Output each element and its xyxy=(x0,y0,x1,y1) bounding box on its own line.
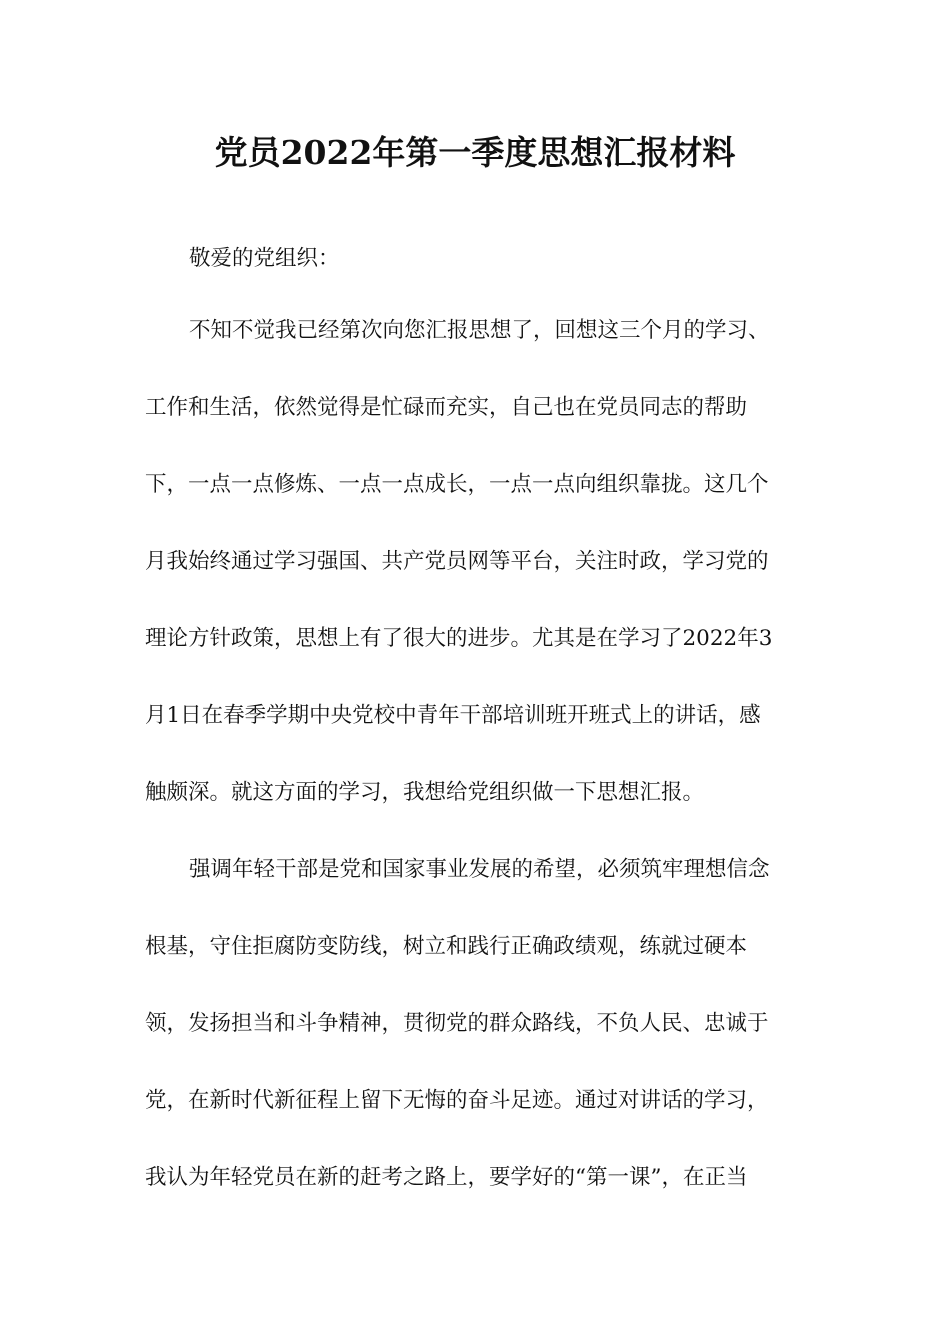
paragraph-2-line-1: 强调年轻干部是党和国家事业发展的希望，必须筑牢理想信念 xyxy=(189,857,770,882)
paragraph-1-line-2: 工作和生活，依然觉得是忙碌而充实，自己也在党员同志的帮助 xyxy=(145,395,748,420)
paragraph-2-line-3: 领，发扬担当和斗争精神，贯彻党的群众路线，不负人民、忠诚于 xyxy=(145,1011,769,1036)
paragraph-2-line-2: 根基，守住拒腐防变防线，树立和践行正确政绩观，练就过硬本 xyxy=(145,934,748,959)
paragraph-1-line-4: 月我始终通过学习强国、共产党员网等平台，关注时政，学习党的 xyxy=(145,549,769,574)
salutation-line: 敬爱的党组织： xyxy=(189,246,340,271)
paragraph-1-line-6: 月1日在春季学期中央党校中青年干部培训班开班式上的讲话，感 xyxy=(145,703,761,728)
paragraph-1-line-1: 不知不觉我已经第次向您汇报思想了，回想这三个月的学习、 xyxy=(189,318,770,343)
paragraph-1-line-7: 触颇深。就这方面的学习，我想给党组织做一下思想汇报。 xyxy=(145,780,705,805)
paragraph-2-line-5: 我认为年轻党员在新的赶考之路上，要学好的“第一课”，在正当 xyxy=(145,1165,748,1190)
paragraph-1-line-5: 理论方针政策，思想上有了很大的进步。尤其是在学习了2022年3 xyxy=(145,626,773,651)
document-title: 党员2022年第一季度思想汇报材料 xyxy=(214,133,736,172)
paragraph-2-line-4: 党，在新时代新征程上留下无悔的奋斗足迹。通过对讲话的学习， xyxy=(145,1088,769,1113)
document-body xyxy=(145,240,805,1236)
paragraph-1-line-3: 下，一点一点修炼、一点一点成长，一点一点向组织靠拢。这几个 xyxy=(145,472,769,497)
